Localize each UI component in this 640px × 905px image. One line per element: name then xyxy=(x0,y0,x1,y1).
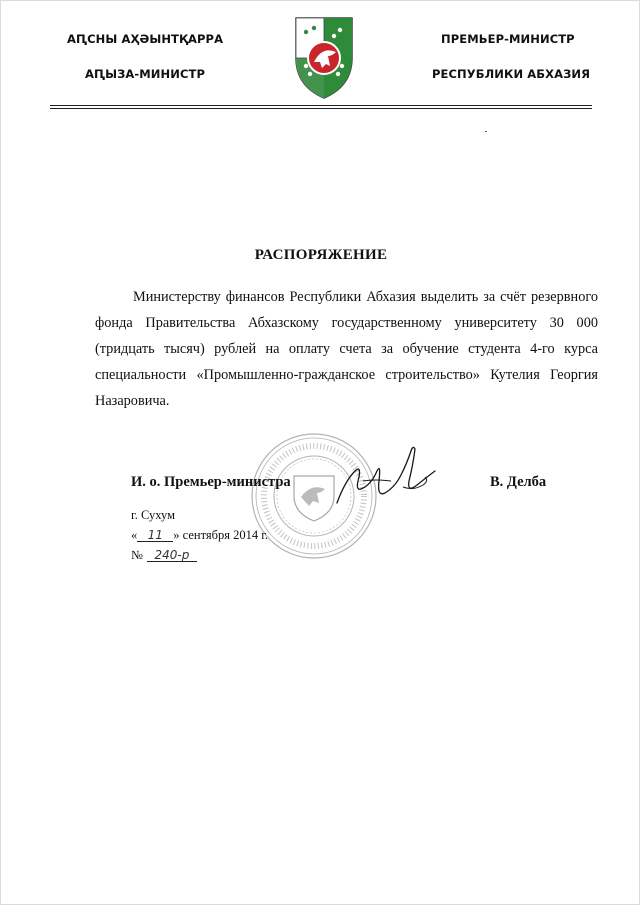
document-title: РАСПОРЯЖЕНИЕ xyxy=(254,247,388,263)
header-right-line1: ПРЕМЬЕР-МИНИСТР xyxy=(441,32,575,46)
document-date xyxy=(131,528,268,543)
handwritten-signature-icon xyxy=(331,441,441,511)
signatory-name: В. Делба xyxy=(490,474,547,490)
header-divider-thick xyxy=(50,108,592,109)
number-label: № xyxy=(131,548,143,562)
document-number xyxy=(131,548,197,563)
date-month-year: » сентября 2014 г. xyxy=(173,528,269,542)
header-left-line2: АԤЫЗА-МИНИСТР xyxy=(85,67,205,81)
document-city: г. Сухум xyxy=(131,508,176,522)
date-day-handwritten: 11 xyxy=(137,529,173,542)
header-right-line2: РЕСПУБЛИКИ АБХАЗИЯ xyxy=(432,67,591,81)
abkhazia-coat-of-arms-icon xyxy=(292,14,356,100)
header-left-line1: АԤСНЫ АҲӘЫНТҚАРРА xyxy=(67,32,224,46)
document-body: Министерству финансов Республики Абхазия выделить за счёт резервного фонда Правительства Абхазскому государственному университету 30 000 (тридцать тысяч) рублей на оплату счета за обучение студента 4-го курса специальности «Промышленно-гражданское строительство» Кутелия Георгия Назаровича. xyxy=(95,289,598,409)
date-open-quote: « xyxy=(131,528,138,542)
scan-speck xyxy=(485,131,487,132)
signatory-position: И. о. Премьер-министра xyxy=(131,474,291,490)
number-handwritten: 240-р xyxy=(147,549,197,562)
header-divider-thin xyxy=(50,105,592,106)
